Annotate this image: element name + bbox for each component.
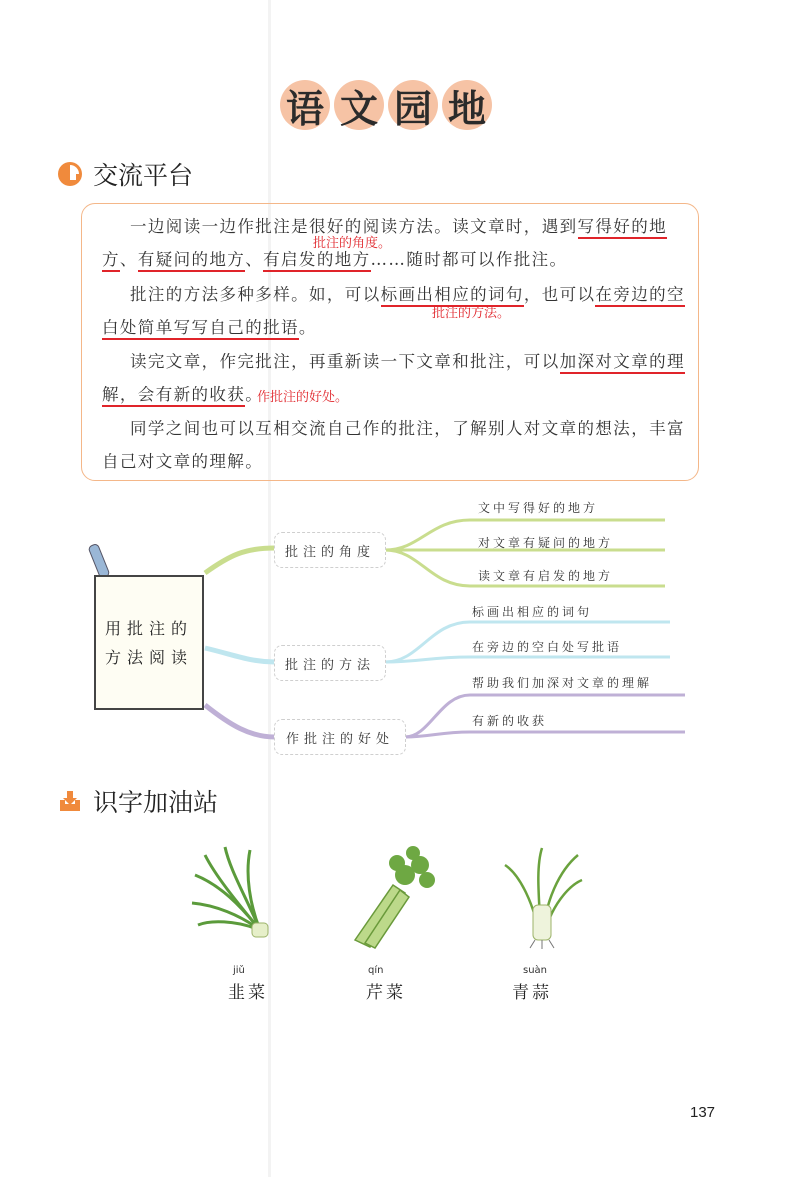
underlined-text: 解，会有新的收获 <box>102 385 245 407</box>
text-span: 读完文章，作完批注，再重新读一下文章和批注，可以 <box>130 352 560 371</box>
section-heading-text: 识字加油站 <box>93 788 219 817</box>
annotation-angle: 批注的角度。 <box>313 236 392 251</box>
title-char: 文 <box>334 80 384 130</box>
text-span: 。 <box>245 385 264 404</box>
paragraph-line: 自己对文章的理解。 <box>102 452 264 471</box>
branch-line <box>205 648 275 662</box>
underlined-text: 方 <box>102 250 120 272</box>
text-span: 批注的方法多种多样。如，可以 <box>130 285 381 304</box>
mindmap-category-benefit: 作批注的好处 <box>274 719 406 755</box>
mindmap-leaf: 在旁边的空白处写批语 <box>472 640 623 654</box>
mindmap-category-method: 批注的方法 <box>274 645 386 681</box>
mindmap-leaf: 有新的收获 <box>472 714 548 728</box>
plant-name: 青蒜 <box>512 983 552 1003</box>
underlined-text: 有启发的地方 <box>263 250 370 272</box>
mindmap-leaf: 读文章有启发的地方 <box>478 569 614 583</box>
plant-name: 芹菜 <box>366 983 406 1003</box>
mindmap-leaf: 文中写得好的地方 <box>478 501 599 515</box>
mindmap-leaf: 标画出相应的词句 <box>472 605 593 619</box>
underlined-text: 标画出相应的词句 <box>381 285 524 307</box>
central-label: 用批注的 <box>104 618 193 638</box>
text-span: 、 <box>245 250 264 269</box>
leaf-line <box>405 732 685 737</box>
leaf-line <box>385 657 670 662</box>
section-heading-literacy <box>57 783 218 819</box>
mindmap-leaf: 对文章有疑问的地方 <box>478 536 614 550</box>
text-span: 。 <box>298 318 317 337</box>
branch-line <box>205 705 275 737</box>
paragraph-line: 同学之间也可以互相交流自己作的批注，了解别人对文章的想法，丰富 <box>130 419 685 438</box>
title-char: 地 <box>442 80 492 130</box>
underlined-text: 白处简单写写自己的批语 <box>102 318 299 340</box>
text-span: 、 <box>119 250 138 269</box>
plant-pinyin: suàn <box>523 965 548 976</box>
title-char: 语 <box>280 80 330 130</box>
download-tray-icon <box>57 788 83 814</box>
mindmap-central-note <box>94 575 204 710</box>
underlined-text: 写得好的地 <box>578 217 668 239</box>
mindmap-category-angle: 批注的角度 <box>274 532 386 568</box>
celery-illustration <box>345 845 440 950</box>
underlined-text: 有疑问的地方 <box>138 250 245 272</box>
central-label: 方法阅读 <box>104 647 193 667</box>
underlined-text: 在旁边的空 <box>595 285 685 307</box>
text-span: 一边阅读一边作批注是很好的阅读方法。读文章时，遇到 <box>130 217 578 236</box>
plant-pinyin: jiǔ <box>233 965 245 976</box>
annotation-benefit: 作批注的好处。 <box>257 390 349 405</box>
title-char: 园 <box>388 80 438 130</box>
plant-name: 韭菜 <box>228 983 268 1003</box>
plant-pinyin: qín <box>368 965 384 976</box>
branch-line <box>205 548 275 573</box>
chive-illustration <box>190 845 280 945</box>
annotation-method: 批注的方法。 <box>432 306 511 321</box>
section-heading-text: 交流平台 <box>93 161 194 190</box>
text-span: ……随时都可以作批注。 <box>370 250 568 269</box>
text-span: ，也可以 <box>523 285 596 304</box>
green-garlic-illustration <box>500 845 585 950</box>
mindmap-leaf: 帮助我们加深对文章的理解 <box>472 676 653 690</box>
page-number: 137 <box>690 1104 716 1121</box>
underlined-text: 加深对文章的理 <box>560 352 685 374</box>
